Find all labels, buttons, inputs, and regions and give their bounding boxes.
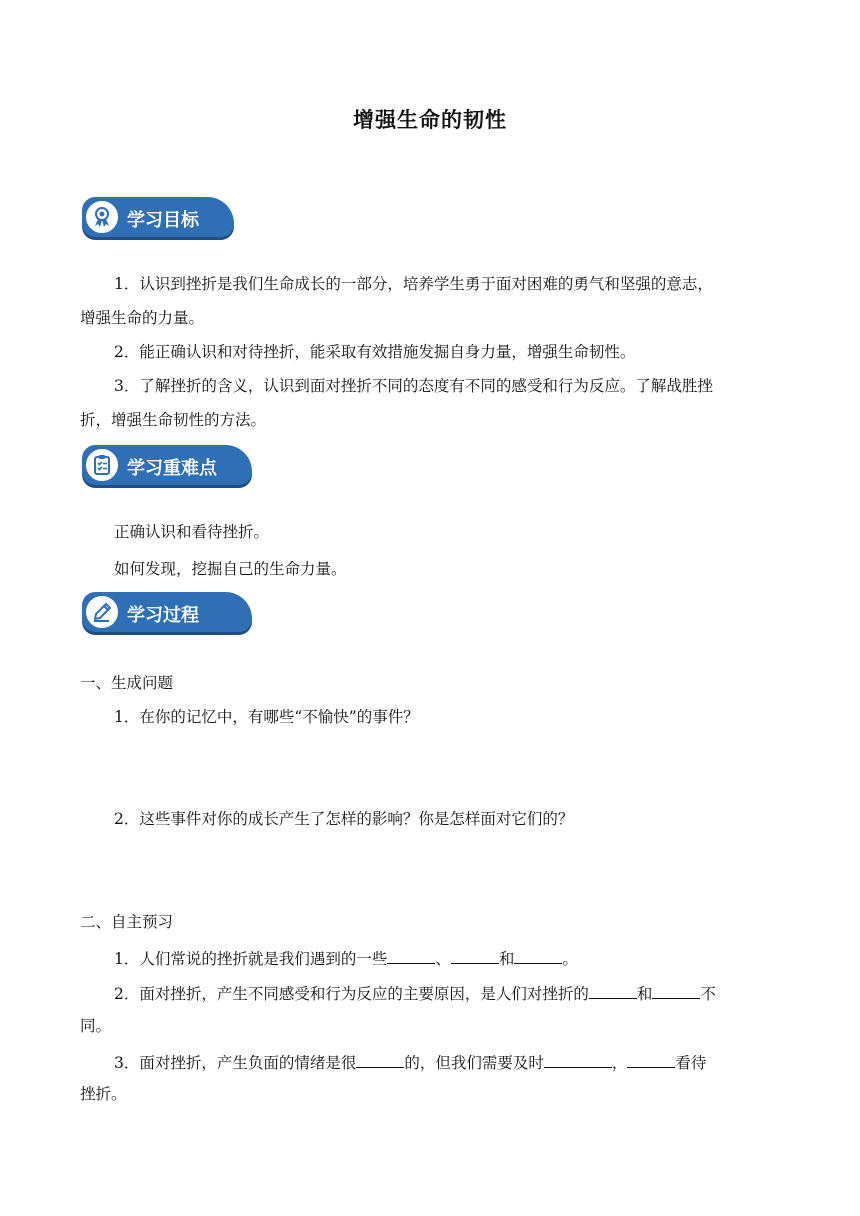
ribbon-award-icon [84,199,120,235]
q1-text: 1．人们常说的挫折就是我们遇到的一些 [114,950,388,968]
pencil-icon [84,594,120,630]
goal-1-line-a: 1．认识到挫折是我们生命成长的一部分，培养学生勇于面对困难的勇气和坚强的意志， [114,275,713,293]
goal-3-line-b: 折，增强生命韧性的方法。 [80,411,267,429]
page-title: 增强生命的韧性 [353,108,507,132]
q1-end: 。 [562,950,578,968]
part1-question-2: 2．这些事件对你的成长产生了怎样的影响？你是怎样面对它们的？ [114,810,574,828]
q3-mid2: ， [611,1054,628,1072]
q2-and: 和 [636,985,653,1003]
q2-end: 不 [700,985,716,1003]
part1-heading: 一、生成问题 [80,674,174,692]
fill-blank[interactable] [652,980,700,999]
q3-end: 看待 [675,1054,707,1072]
section-badge-process [82,592,252,632]
key-point-1: 正确认识和看待挫折。 [114,523,270,541]
section-badge-goals [82,197,234,237]
q3-text: 3．面对挫折，产生负面的情绪是很 [114,1054,357,1072]
goal-2: 2．能正确认识和对待挫折，能采取有效措施发掘自身力量，增强生命韧性。 [114,343,636,361]
fill-blank[interactable] [387,945,435,964]
q3-mid1: 的，但我们需要及时 [404,1054,544,1072]
checklist-clipboard-icon [84,447,120,483]
q1-and: 和 [498,950,515,968]
part1-question-1: 1．在你的记忆中，有哪些“不愉快”的事件？ [114,708,419,726]
section-label-goals: 学习目标 [127,210,199,231]
part2-question-3-cont: 挫折。 [80,1085,127,1103]
fill-blank[interactable] [589,980,637,999]
part2-question-2-cont: 同。 [80,1017,112,1035]
q2-text: 2．面对挫折，产生不同感受和行为反应的主要原因，是人们对挫折的 [114,985,589,1003]
fill-blank[interactable] [544,1049,612,1068]
goal-3-line-a: 3．了解挫折的含义，认识到面对挫折不同的态度有不同的感受和行为反应。了解战胜挫 [114,377,713,395]
fill-blank[interactable] [627,1049,675,1068]
section-badge-key-points [82,445,252,485]
part2-question-2 [114,980,716,1005]
part2-heading: 二、自主预习 [80,913,174,931]
fill-blank[interactable] [451,945,499,964]
section-label-key-points: 学习重难点 [127,458,217,479]
part2-question-3 [114,1049,706,1074]
key-point-2: 如何发现，挖掘自己的生命力量。 [114,560,347,578]
q1-sep: 、 [435,950,451,968]
fill-blank[interactable] [356,1049,404,1068]
fill-blank[interactable] [514,945,562,964]
goal-1-line-b: 增强生命的力量。 [80,309,205,327]
part2-question-1 [114,945,578,970]
section-label-process: 学习过程 [127,605,199,626]
